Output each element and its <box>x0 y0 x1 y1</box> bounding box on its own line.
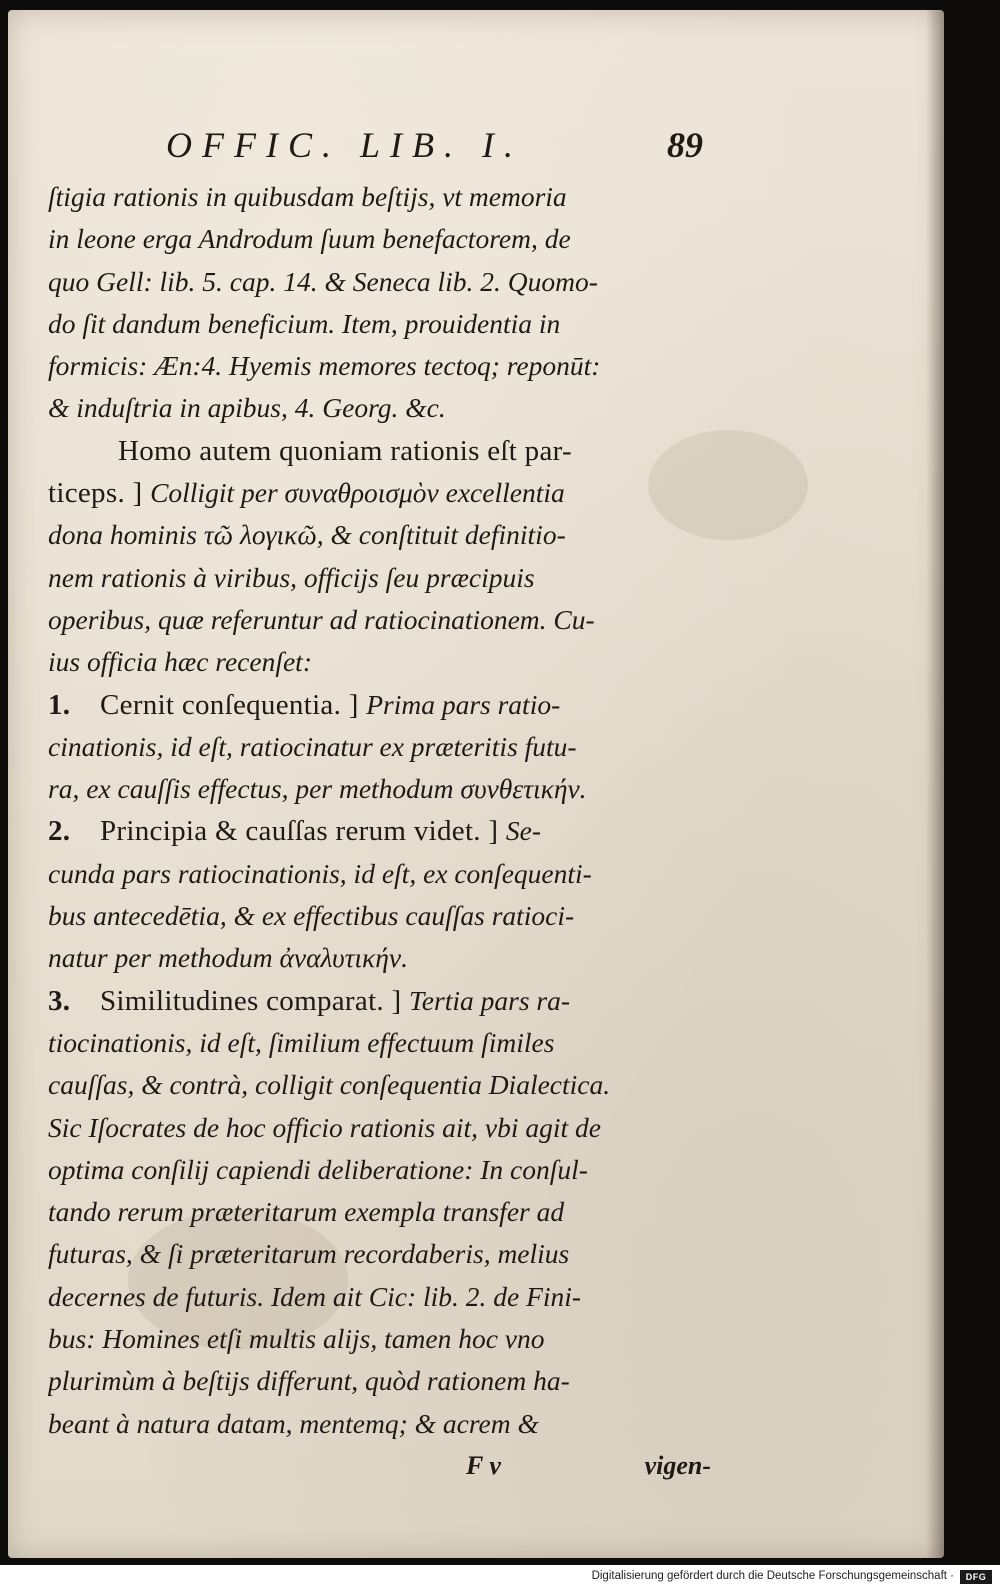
italic-text: ra, ex cauſſis effectus, per methodum συνθετικήν. <box>48 773 587 805</box>
text-line <box>48 514 713 556</box>
text-line <box>48 1233 713 1275</box>
italic-text: operibus, quæ referuntur ad ratiocinationem. Cu- <box>48 603 595 635</box>
italic-text: Sic Iſocrates de hoc officio rationis ait, vbi agit de <box>48 1111 601 1143</box>
italic-text: do ſit dandum beneficium. Item, prouidentia in <box>48 307 561 339</box>
italic-text: Se- <box>505 815 542 847</box>
italic-text: bus antecedētia, & ex effectibus cauſſas ratioci- <box>48 900 575 932</box>
text-line <box>48 1403 713 1445</box>
text-line <box>48 1360 713 1402</box>
italic-text: dona hominis τῶ λογικῶ, & conſtituit definitio- <box>48 519 566 551</box>
italic-text: ſtigia rationis in quibusdam beſtijs, vt memoria <box>48 181 567 212</box>
italic-text: cinationis, id eſt, ratiocinatur ex præteritis futu- <box>48 730 577 762</box>
signature-mark: F v <box>466 1450 501 1480</box>
text-line <box>48 684 713 726</box>
item-number: 3. <box>48 984 71 1017</box>
italic-text: Prima pars ratio- <box>366 688 561 720</box>
italic-text: & induſtria in apibus, 4. Georg. &c. <box>48 392 446 424</box>
item-number: 2. <box>48 815 71 848</box>
text-line <box>48 472 713 514</box>
italic-text: nem rationis à viribus, officijs ſeu præcipuis <box>48 561 535 593</box>
digitization-footer <box>0 1565 1000 1590</box>
text-line <box>48 261 713 303</box>
italic-text: Tertia pars ra- <box>409 984 571 1016</box>
italic-text: in leone erga Androdum ſuum benefactorem, de <box>48 223 571 255</box>
roman-text: Similitudines comparat. ] <box>100 984 410 1017</box>
text-line <box>48 557 713 599</box>
text-line <box>48 1276 713 1318</box>
text-line <box>48 303 713 345</box>
folio-number: 89 <box>667 125 703 165</box>
funding-credit: Digitalisierung gefördert durch die Deutsche Forschungsgemeinschaft · <box>591 1570 954 1582</box>
italic-text: beant à natura datam, mentemq; & acrem & <box>48 1407 539 1439</box>
text-line <box>48 1064 713 1106</box>
text-line <box>48 726 713 768</box>
italic-text: tando rerum præteritarum exempla transfer ad <box>48 1196 565 1228</box>
text-line <box>48 895 713 937</box>
italic-text: Colligit per συναθροισμὸν excellentia <box>150 477 565 509</box>
text-line <box>48 1318 713 1360</box>
dfg-logo: DFG <box>960 1570 992 1584</box>
text-block <box>48 118 713 1487</box>
running-head-title: OFFIC. LIB. I. <box>166 125 523 165</box>
text-line <box>48 345 713 387</box>
text-line <box>48 980 713 1022</box>
catchword: vigen- <box>644 1450 711 1480</box>
text-lines <box>48 176 713 1445</box>
text-line <box>48 599 713 641</box>
roman-text: Cernit conſequentia. ] <box>100 688 367 721</box>
text-line <box>48 1022 713 1064</box>
item-number: 1. <box>48 688 71 721</box>
text-line <box>48 1149 713 1191</box>
text-line <box>48 176 713 218</box>
italic-text: tiocinationis, id eſt, ſimilium effectuum ſimiles <box>48 1026 555 1058</box>
running-head <box>48 118 713 170</box>
italic-text: optima conſilij capiendi deliberatione: In conſul- <box>48 1153 588 1185</box>
italic-text: decernes de futuris. Idem ait Cic: lib. 2. de Fini- <box>48 1280 582 1312</box>
text-line <box>48 768 713 810</box>
text-line <box>48 853 713 895</box>
text-line <box>48 1107 713 1149</box>
italic-text: natur per methodum ἀναλυτικήν. <box>48 942 408 974</box>
text-line <box>48 1191 713 1233</box>
book-page <box>8 10 944 1558</box>
text-line <box>48 937 713 979</box>
page-foot <box>48 1445 713 1487</box>
italic-text: futuras, & ſi præteritarum recordaberis, melius <box>48 1238 570 1270</box>
roman-text: ticeps. ] <box>48 477 151 510</box>
italic-text: quo Gell: lib. 5. cap. 14. & Seneca lib. 2. Quomo- <box>48 265 598 297</box>
text-line <box>48 430 713 472</box>
text-line <box>48 641 713 683</box>
italic-text: bus: Homines etſi multis alijs, tamen hoc vno <box>48 1323 545 1355</box>
italic-text: plurimùm à beſtijs differunt, quòd rationem ha- <box>48 1365 570 1397</box>
italic-text: ius officia hæc recenſet: <box>48 646 312 678</box>
roman-text: Principia & cauſſas rerum videt. ] <box>100 815 506 848</box>
italic-text: cauſſas, & contrà, colligit conſequentia Dialectica. <box>48 1069 611 1101</box>
roman-text: Homo autem quoniam rationis eſt par- <box>118 434 572 467</box>
text-line <box>48 218 713 260</box>
italic-text: formicis: Æn:4. Hyemis memores tectoq; reponūt: <box>48 350 601 382</box>
italic-text: cunda pars ratiocinationis, id eſt, ex conſequenti- <box>48 857 592 889</box>
text-line <box>48 387 713 429</box>
spine-shadow <box>926 10 944 1558</box>
text-line <box>48 810 713 852</box>
